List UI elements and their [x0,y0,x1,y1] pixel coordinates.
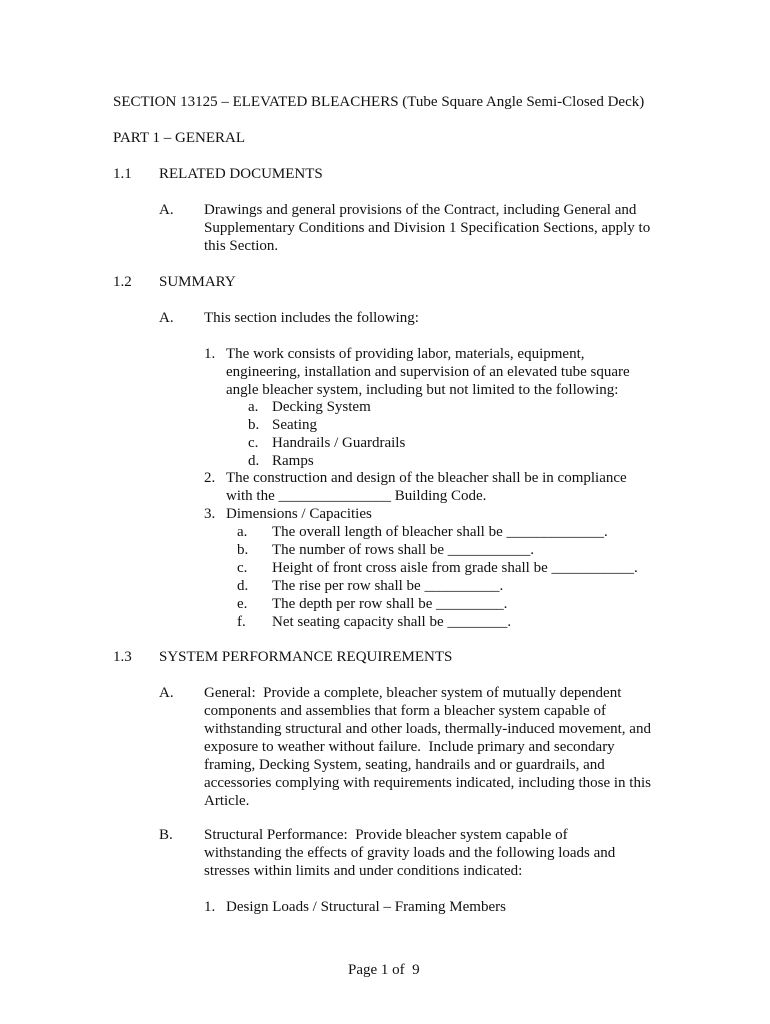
subitem-letter: f. [237,614,246,630]
item-number: 3. [204,506,216,522]
subitem-letter: a. [237,524,248,540]
subitem-letter: c. [237,560,248,576]
paragraph-line: this Section. [204,238,279,254]
article-heading: RELATED DOCUMENTS [159,166,323,182]
subitem-letter: c. [248,435,259,451]
item-line: angle bleacher system, including but not limited to the following: [226,382,619,398]
article-number: 1.2 [113,274,132,290]
paragraph-line: Article. [204,793,250,809]
page-number: Page 1 of 9 [348,962,420,978]
paragraph-line: exposure to weather without failure. Include primary and secondary [204,739,615,755]
paragraph-line: Drawings and general provisions of the Contract, including General and [204,202,637,218]
subitem-letter: b. [237,542,249,558]
item-line: Dimensions / Capacities [226,506,372,522]
subitem-text: Ramps [272,453,314,469]
item-line: The construction and design of the bleacher shall be in compliance [226,470,627,486]
paragraph-line: This section includes the following: [204,310,419,326]
subitem-text: The number of rows shall be ___________. [272,542,535,558]
paragraph-line: Supplementary Conditions and Division 1 Specification Sections, apply to [204,220,651,236]
item-line: Design Loads / Structural – Framing Members [226,899,506,915]
subitem-text: The depth per row shall be _________. [272,596,508,612]
item-line: The work consists of providing labor, materials, equipment, [226,346,585,362]
subitem-text: The overall length of bleacher shall be _____________. [272,524,608,540]
paragraph-letter: B. [159,827,173,843]
item-line: with the _______________ Building Code. [226,488,487,504]
item-number: 2. [204,470,216,486]
article-number: 1.1 [113,166,132,182]
article-heading: SUMMARY [159,274,236,290]
paragraph-line: accessories complying with requirements indicated, including those in this [204,775,651,791]
subitem-letter: d. [237,578,249,594]
subitem-text: Decking System [272,399,371,415]
paragraph-letter: A. [159,685,174,701]
subitem-letter: d. [248,453,260,469]
subitem-letter: a. [248,399,259,415]
subitem-text: Net seating capacity shall be ________. [272,614,512,630]
item-line: engineering, installation and supervision of an elevated tube square [226,364,630,380]
paragraph-line: Structural Performance: Provide bleacher system capable of [204,827,568,843]
paragraph-line: withstanding structural and other loads, thermally-induced movement, and [204,721,651,737]
paragraph-letter: A. [159,202,174,218]
paragraph-line: framing, Decking System, seating, handrails and or guardrails, and [204,757,605,773]
subitem-text: Height of front cross aisle from grade shall be ___________. [272,560,638,576]
paragraph-line: General: Provide a complete, bleacher system of mutually dependent [204,685,622,701]
subitem-text: Handrails / Guardrails [272,435,406,451]
article-number: 1.3 [113,649,132,665]
article-heading: SYSTEM PERFORMANCE REQUIREMENTS [159,649,453,665]
paragraph-letter: A. [159,310,174,326]
item-number: 1. [204,346,216,362]
subitem-letter: b. [248,417,260,433]
item-number: 1. [204,899,216,915]
part-heading: PART 1 – GENERAL [113,130,246,146]
subitem-letter: e. [237,596,248,612]
paragraph-line: components and assemblies that form a bleacher system capable of [204,703,606,719]
subitem-text: Seating [272,417,317,433]
paragraph-line: stresses within limits and under conditions indicated: [204,863,523,879]
paragraph-line: withstanding the effects of gravity loads and the following loads and [204,845,616,861]
subitem-text: The rise per row shall be __________. [272,578,504,594]
section-title: SECTION 13125 – ELEVATED BLEACHERS (Tube Square Angle Semi-Closed Deck) [113,94,645,110]
